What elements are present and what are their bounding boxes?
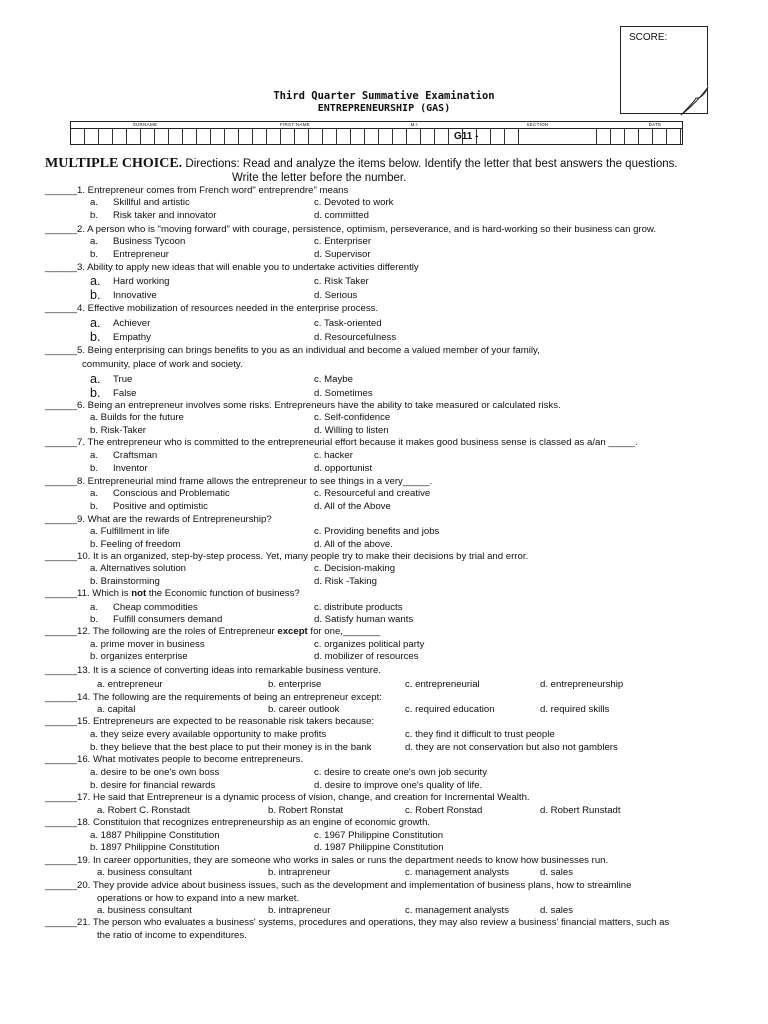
choice-a: a. business consultant xyxy=(97,867,192,878)
choice-right: d. Risk -Taking xyxy=(314,576,377,587)
letter-box-divider xyxy=(126,128,127,145)
choice-c: c. management analysts xyxy=(405,905,509,916)
choice-right: d. Supervisor xyxy=(314,249,371,260)
choice-left: b. Feeling of freedom xyxy=(90,539,181,550)
question-stem: ______7. The entrepreneur who is committed to the entrepreneurial effort because it makes good business sense is classed as a/an _____. xyxy=(45,437,638,448)
choice-right: c. Maybe xyxy=(314,374,353,385)
choice-right: c. 1967 Philippine Constitution xyxy=(314,830,444,841)
choice-letter: a. xyxy=(90,602,99,613)
choice-letter: b. xyxy=(90,386,101,400)
choice-right: d. they are not conservation but also not gamblers xyxy=(405,742,618,753)
score-label: SCORE: xyxy=(629,32,668,43)
question-stem: ______19. In career opportunities, they are someone who works in sales or runs the department needs to know how businesses run. xyxy=(45,855,609,866)
letter-box-divider xyxy=(336,128,337,145)
choice-right: d. opportunist xyxy=(314,463,373,474)
choice-d: d. Robert Runstadt xyxy=(540,805,621,816)
question-stem: ______11. Which is not the Economic function of business? xyxy=(45,588,300,599)
letter-box-divider xyxy=(168,128,169,145)
question-stem: ______5. Being enterprising can brings benefits to you as an individual and become a valued member of your family, xyxy=(45,345,540,356)
choice-left: Cheap commodities xyxy=(113,602,198,613)
choice-d: d. sales xyxy=(540,905,574,916)
choice-right: c. desire to create one's own job security xyxy=(314,767,488,778)
question-stem: ______15. Entrepreneurs are expected to be reasonable risk takers because: xyxy=(45,716,375,727)
choice-b: b. career outlook xyxy=(268,704,340,715)
choice-a: a. Robert C. Ronstadt xyxy=(97,805,190,816)
choice-right: d. Sometimes xyxy=(314,388,373,399)
choice-left: False xyxy=(113,388,137,399)
letter-box-divider xyxy=(140,128,141,145)
choice-right: c. distribute products xyxy=(314,602,403,613)
choice-left: True xyxy=(113,374,133,385)
choice-left: Craftsman xyxy=(113,450,158,461)
question-stem: ______9. What are the rewards of Entrepreneurship? xyxy=(45,514,272,525)
letter-box-divider xyxy=(238,128,239,145)
choice-right: c. they find it difficult to trust people xyxy=(405,729,555,740)
choice-left: b. 1897 Philippine Constitution xyxy=(90,842,220,853)
letter-box-divider xyxy=(84,128,85,145)
choice-left: a. desire to be one's own boss xyxy=(90,767,220,778)
directions-text-2: Write the letter before the number. xyxy=(232,172,407,184)
choice-letter: a. xyxy=(90,274,101,288)
choice-left: b. they believe that the best place to put their money is in the bank xyxy=(90,742,372,753)
choice-right: d. All of the Above xyxy=(314,501,391,512)
letter-box-divider xyxy=(182,128,183,145)
letter-box-divider xyxy=(434,128,435,145)
question-stem: operations or how to expand into a new market. xyxy=(97,893,300,904)
letter-box-divider xyxy=(322,128,323,145)
question-stem: the ratio of income to expenditures. xyxy=(97,930,247,941)
choice-right: c. Devoted to work xyxy=(314,197,394,208)
choice-right: c. Risk Taker xyxy=(314,276,369,287)
letter-box-divider xyxy=(378,128,379,145)
choice-right: c. Resourceful and creative xyxy=(314,488,431,499)
choice-right: c. hacker xyxy=(314,450,353,461)
choice-c: c. Robert Ronstad xyxy=(405,805,483,816)
letter-box-divider xyxy=(224,128,225,145)
letter-box-divider xyxy=(610,128,611,145)
letter-box-divider xyxy=(350,128,351,145)
choice-b: b. Robert Ronstat xyxy=(268,805,344,816)
choice-c: c. management analysts xyxy=(405,867,509,878)
question-stem: ______17. He said that Entrepreneur is a dynamic process of vision, change, and creation for Incremental Wealth. xyxy=(45,792,530,803)
choice-letter: a. xyxy=(90,316,101,330)
letter-box-divider xyxy=(210,128,211,145)
choice-letter: a. xyxy=(90,450,99,461)
choice-right: c. Enterpriser xyxy=(314,236,372,247)
choice-right: d. Satisfy human wants xyxy=(314,614,414,625)
letter-box-divider xyxy=(624,128,625,145)
directions-text: Directions: Read and analyze the items below. Identify the letter that best answers the questions. xyxy=(182,158,678,170)
choice-left: a. prime mover in business xyxy=(90,639,205,650)
choice-letter: a. xyxy=(90,236,99,247)
question-stem: ______12. The following are the roles of Entrepreneur except for one,_______ xyxy=(45,626,381,637)
grade-section-field: G11 - xyxy=(454,131,479,142)
question-stem: ______20. They provide advice about business issues, such as the development and implementation of business plans, how to streamline xyxy=(45,880,632,891)
choice-c: c. entrepreneurial xyxy=(405,679,480,690)
choice-left: b. desire for financial rewards xyxy=(90,780,216,791)
first-name-label: FIRST NAME xyxy=(279,122,311,127)
letter-box-divider xyxy=(420,128,421,145)
choice-b: b. enterprise xyxy=(268,679,322,690)
choice-right: d. All of the above. xyxy=(314,539,393,550)
choice-right: c. organizes political party xyxy=(314,639,425,650)
choice-letter: b. xyxy=(90,288,101,302)
choice-left: Achiever xyxy=(113,318,151,329)
choice-left: Empathy xyxy=(113,332,151,343)
surname-label: SURNAME xyxy=(132,122,158,127)
choice-left: Conscious and Problematic xyxy=(113,488,230,499)
choice-left: Skillful and artistic xyxy=(113,197,190,208)
choice-left: a. Alternatives solution xyxy=(90,563,186,574)
choice-left: b. organizes enterprise xyxy=(90,651,188,662)
question-stem: community, place of work and society. xyxy=(82,359,243,370)
choice-left: b. Risk-Taker xyxy=(90,425,146,436)
choice-a: a. entrepreneur xyxy=(97,679,163,690)
choice-letter: b. xyxy=(90,614,99,625)
letter-box-divider xyxy=(154,128,155,145)
question-stem: ______2. A person who is "moving forward" with courage, persistence, optimism, perseverance, and is hard-working so their business can grow. xyxy=(45,224,656,235)
choice-right: c. Task-oriented xyxy=(314,318,382,329)
question-stem: ______4. Effective mobilization of resources needed in the enterprise process. xyxy=(45,303,379,314)
letter-box-divider xyxy=(364,128,365,145)
date-label: DATE xyxy=(648,122,662,127)
question-stem: ______1. Entrepreneur comes from French word" entreprendre" means xyxy=(45,185,349,196)
letter-box-divider xyxy=(308,128,309,145)
choice-right: c. Self-confidence xyxy=(314,412,391,423)
choice-letter: b. xyxy=(90,330,101,344)
letter-box-divider xyxy=(596,128,597,145)
choice-left: Inventor xyxy=(113,463,148,474)
letter-box-divider xyxy=(98,128,99,145)
letter-box-divider xyxy=(280,128,281,145)
question-stem: ______21. The person who evaluates a business' systems, procedures and operations, they may also review a business' financial matters, such as xyxy=(45,917,670,928)
exam-subject: ENTREPRENEURSHIP (GAS) xyxy=(317,103,451,114)
choice-letter: a. xyxy=(90,197,99,208)
letter-box-divider xyxy=(652,128,653,145)
exam-title: Third Quarter Summative Examination xyxy=(273,90,495,102)
choice-letter: a. xyxy=(90,372,101,386)
choice-right: d. Willing to listen xyxy=(314,425,389,436)
section-heading: MULTIPLE CHOICE. xyxy=(45,156,183,171)
choice-left: Innovative xyxy=(113,290,157,301)
choice-left: Risk taker and innovator xyxy=(113,210,217,221)
choice-right: d. committed xyxy=(314,210,369,221)
choice-letter: b. xyxy=(90,249,99,260)
choice-right: c. Providing benefits and jobs xyxy=(314,526,440,537)
choice-b: b. intrapreneur xyxy=(268,867,331,878)
grid-divider xyxy=(70,128,683,129)
choice-left: b. Brainstorming xyxy=(90,576,160,587)
question-stem: ______14. The following are the requirements of being an entrepreneur except: xyxy=(45,692,382,703)
choice-letter: b. xyxy=(90,463,99,474)
choice-d: d. required skills xyxy=(540,704,610,715)
question-stem: ______10. It is an organized, step-by-step process. Yet, many people try to make their decisions by trial and error. xyxy=(45,551,529,562)
letter-box-divider xyxy=(294,128,295,145)
choice-left: Hard working xyxy=(113,276,170,287)
letter-box-divider xyxy=(196,128,197,145)
choice-b: b. intrapreneur xyxy=(268,905,331,916)
choice-letter: b. xyxy=(90,501,99,512)
choice-left: a. Fulfillment in life xyxy=(90,526,170,537)
letter-box-divider xyxy=(680,128,681,145)
choice-left: Entrepreneur xyxy=(113,249,169,260)
choice-left: Positive and optimistic xyxy=(113,501,208,512)
question-stem: ______13. It is a science of converting ideas into remarkable business venture. xyxy=(45,665,381,676)
letter-box-divider xyxy=(252,128,253,145)
letter-box-divider xyxy=(392,128,393,145)
choice-right: d. Serious xyxy=(314,290,358,301)
choice-letter: a. xyxy=(90,488,99,499)
choice-left: a. 1887 Philippine Constitution xyxy=(90,830,220,841)
question-stem: ______8. Entrepreneurial mind frame allows the entrepreneur to see things in a very_____. xyxy=(45,476,433,487)
question-stem: ______16. What motivates people to become entrepreneurs. xyxy=(45,754,304,765)
choice-right: d. Resourcefulness xyxy=(314,332,397,343)
choice-c: c. required education xyxy=(405,704,495,715)
question-stem: ______6. Being an entrepreneur involves some risks. Entrepreneurs have the ability to take measured or calculated risks. xyxy=(45,400,561,411)
choice-right: c. Decision-making xyxy=(314,563,396,574)
letter-box-divider xyxy=(666,128,667,145)
choice-right: d. mobilizer of resources xyxy=(314,651,419,662)
section-label: SECTION xyxy=(526,122,549,127)
choice-left: Fulfill consumers demand xyxy=(113,614,223,625)
letter-box-divider xyxy=(638,128,639,145)
question-stem: ______3. Ability to apply new ideas that will enable you to undertake activities differently xyxy=(45,262,419,273)
choice-right: d. 1987 Philippine Constitution xyxy=(314,842,444,853)
mi-label: M.I. xyxy=(410,122,420,127)
letter-box-divider xyxy=(266,128,267,145)
question-stem: ______18. Constituion that recognizes entrepreneurship as an engine of economic growth. xyxy=(45,817,431,828)
choice-left: Business Tycoon xyxy=(113,236,186,247)
choice-d: d. sales xyxy=(540,867,574,878)
choice-a: a. business consultant xyxy=(97,905,192,916)
letter-box-divider xyxy=(112,128,113,145)
choice-letter: b. xyxy=(90,210,99,221)
directions xyxy=(45,156,678,172)
choice-right: d. desire to improve one's quality of life. xyxy=(314,780,483,791)
letter-box-divider xyxy=(406,128,407,145)
choice-left: a. Builds for the future xyxy=(90,412,184,423)
choice-left: a. they seize every available opportunity to make profits xyxy=(90,729,327,740)
choice-d: d. entrepreneurship xyxy=(540,679,624,690)
choice-a: a. capital xyxy=(97,704,136,715)
